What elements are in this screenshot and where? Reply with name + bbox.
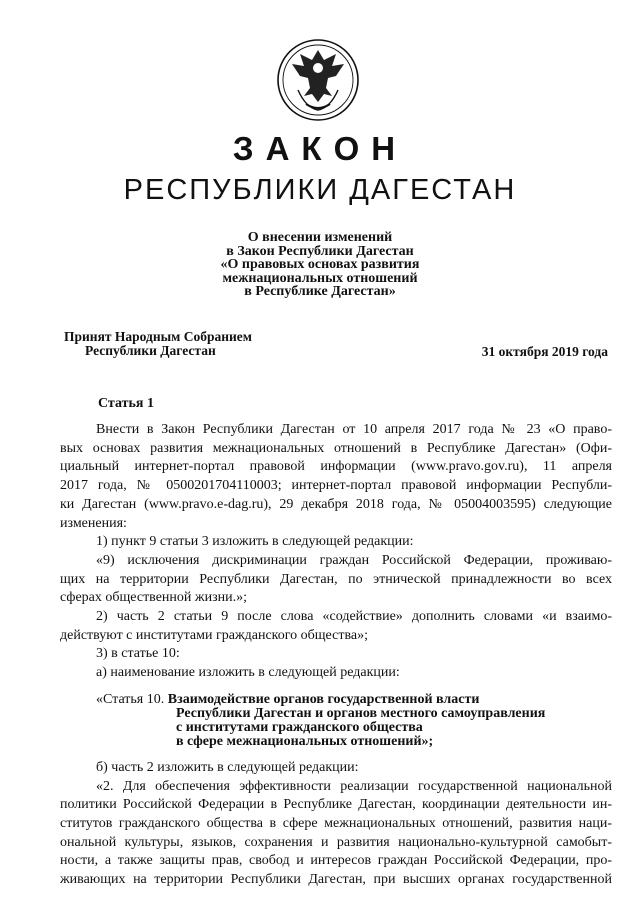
text-line: ки Дагестан (www.pravo.e-dag.ru), 29 декабря 2018 года, № 05004003595) следующие	[60, 496, 612, 512]
adoption-body	[64, 330, 252, 358]
text-line: б) часть 2 изложить в следующей редакции:	[96, 759, 359, 775]
text-line: «2. Для обеспечения эффективности реализации государственной национальной	[96, 778, 612, 794]
text-line: 2) часть 2 статьи 9 после слова «содействие» дополнить словами «и взаимо-	[96, 609, 612, 625]
text-line: ститутов гражданского общества в сфере межнациональных отношений, развития наци-	[60, 815, 612, 831]
subtitle-line: в Закон Республики Дагестан	[226, 243, 414, 259]
text-line: живающих на территории Республики Дагестан, при высших органах государственной	[60, 872, 612, 888]
subtitle-line: О внесении изменений	[247, 230, 393, 245]
text-line: политики Российской Федерации в Республике Дагестан, координации деятельности ин-	[60, 797, 612, 813]
article-10-title-quote	[60, 693, 612, 749]
subtitle-line: «О правовых основах развития	[220, 257, 420, 272]
text-line: вых основах развития межнациональных отношений в Республике Дагестан» (Офи-	[60, 440, 612, 456]
text-line: изменения:	[60, 515, 127, 531]
adoption-date: 31 октября 2019 года	[481, 344, 608, 359]
text-line: щих на территории Республики Дагестан, по этнической принадлежности во всех	[60, 571, 612, 587]
article-heading: Статья 1	[98, 396, 154, 411]
republic-name: РЕСПУБЛИКИ ДАГЕСТАН	[123, 174, 517, 206]
subtitle-line: в Республике Дагестан»	[244, 284, 396, 299]
adoption-line: Республики Дагестан	[85, 343, 216, 358]
text-line: 3) в статье 10:	[96, 646, 180, 662]
text-line: ности, а также защиты прав, свобод и интересов граждан Российской Федерации, про-	[60, 853, 612, 869]
text-line: сферах общественной жизни.»;	[60, 590, 247, 606]
coat-of-arms-emblem	[276, 38, 360, 122]
subtitle-line: межнациональных отношений	[222, 270, 418, 286]
text-line: 2017 года, № 0500201704110003; интернет-портал правовой информации Республи-	[60, 478, 612, 494]
law-subtitle	[0, 231, 640, 299]
quote-title-line: с институтами гражданского общества	[176, 719, 423, 735]
text-line: «9) исключения дискриминации граждан Российской Федерации, проживаю-	[96, 552, 612, 568]
text-line: 1) пункт 9 статьи 3 изложить в следующей редакции:	[96, 534, 414, 550]
law-title: ЗАКОН	[232, 130, 408, 167]
text-line: а) наименование изложить в следующей редакции:	[96, 665, 400, 681]
text-line: циальный интернет-портал правовой информации (www.pravo.gov.ru), 11 апреля	[60, 459, 612, 475]
quote-title-line: Республики Дагестан и органов местного самоуправления	[176, 705, 546, 721]
article-body	[60, 421, 612, 890]
text-line: действуют с институтами гражданского общества»;	[60, 627, 368, 643]
text-line: ональной культуры, языков, сохранения и развития национально-культурной самобыт-	[60, 834, 612, 850]
quote-title-line: в сфере межнациональных отношений	[176, 733, 422, 749]
quote-prefix: «Статья 10.	[96, 691, 168, 707]
quote-title-line: Взаимодействие органов государственной власти	[167, 691, 480, 707]
adoption-line: Принят Народным Собранием	[64, 329, 252, 344]
quote-suffix: »;	[421, 733, 434, 749]
text-line: Внести в Закон Республики Дагестан от 10 апреля 2017 года № 23 «О право-	[96, 422, 612, 437]
